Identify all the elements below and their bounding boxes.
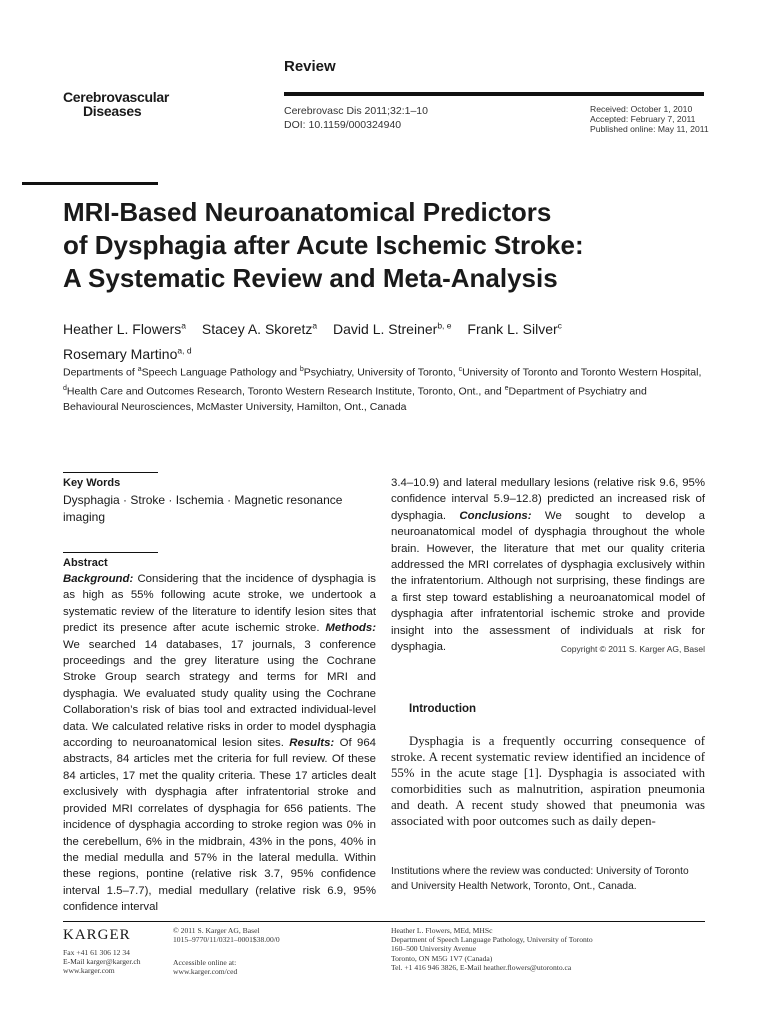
abstract-rule	[63, 552, 158, 553]
footer-copyright	[173, 926, 280, 944]
abstract-text-left: Background: Considering that the incidence of dysphagia is as high as 55% following acute stroke, we undertook a systematic review of the literature to identify lesion sites that predict its presence after acute ischemic stroke. Methods: We searched 14 databases, 17 journals, 3 conference proceedings and the grey literature using the Cochrane Stroke Group search strategy and terms for MRI and dysphagia. We evaluated study quality using the Cochrane Collaboration’s risk of bias tool and extracted individual-level data. We calculated relative risks in order to model dysphagia according to neuroanatomical lesion sites. Results: Of 964 abstracts, 84 articles met the criteria for full review. Of these 84 articles, 17 met the quality criteria. These 17 articles dealt exclusively with dysphagia after infratentorial stroke and provided MRI correlates of dysphagia for 656 patients. The incidence of dysphagia according to stroke region was 0% in the cerebellum, 6% in the midbrain, 43% in the pons, 40% in the medial medulla and 57% in the lateral medulla. Within these regions, pontine (relative risk 3.7, 95% confidence interval 1.5–7.7), medial medullary (relative risk 6.9, 95% confidence interval	[63, 573, 376, 914]
header-rule	[284, 92, 704, 96]
date-published: Published online: May 11, 2011	[590, 124, 709, 135]
footer-issn-line: 1015–9770/11/0321–0001$38.00/0	[173, 935, 280, 945]
keywords-text: Dysphagia · Stroke · Ischemia · Magnetic resonance imaging	[63, 493, 343, 524]
keywords-rule	[63, 472, 158, 473]
author: Frank L. Silver$^c$	[467, 320, 562, 337]
author: Heather L. Flowers$^a$	[63, 320, 187, 337]
online-access-label: Accessible online at:	[173, 958, 237, 967]
affiliations: Departments of $^a$Speech Language Pathology and $^b$Psychiatry, University of Toronto, $^c$University of Toronto and Toronto Western Hospital, $^d$Health Care and Outcomes Research, Toronto Western Research Institute, Toronto, Ont., and $^e$Department of Psychiatry and Behavioural Neurosciences, McMaster University, Hamilton, Ont., Canada	[63, 366, 702, 413]
journal-logo-line2: Diseases	[83, 103, 142, 119]
correspondence-name: Heather L. Flowers, MEd, MHSc	[391, 926, 493, 935]
correspondence	[391, 926, 705, 972]
publisher-fax: Fax +41 61 306 12 34	[63, 948, 130, 957]
publisher-web[interactable]: www.karger.com	[63, 966, 115, 976]
publisher-email[interactable]: E-Mail karger@karger.ch	[63, 957, 141, 967]
journal-logo-line1: Cerebrovascular	[63, 89, 170, 105]
title-rule	[22, 182, 158, 185]
publisher-contact	[63, 948, 141, 976]
author-list	[63, 314, 703, 365]
keywords-heading: Key Words	[63, 477, 121, 489]
online-access	[173, 958, 237, 976]
date-received: Received: October 1, 2010	[590, 104, 693, 114]
citation	[284, 104, 428, 132]
correspondence-dept: Department of Speech Language Pathology, University of Toronto	[391, 935, 593, 945]
introduction-text: Dysphagia is a frequently occurring consequence of stroke. A recent systematic review identified an incidence of 55% in the acute stage [1]. Dysphagia is associated with comorbidities such as malnutrition, aspiration pneumonia and death. A recent study showed that pneumonia was associated with poor outcomes such as daily depen-	[391, 734, 705, 828]
article-dates	[590, 104, 709, 135]
title-line-3: A Systematic Review and Meta-Analysis	[63, 263, 558, 293]
correspondence-street: 160–500 University Avenue	[391, 944, 477, 954]
author: Stacey A. Skoretz$^a$	[201, 320, 318, 337]
journal-logo	[63, 90, 169, 118]
copyright-notice: Copyright © 2011 S. Karger AG, Basel	[560, 644, 705, 655]
introduction-heading: Introduction	[409, 703, 477, 715]
section-label: Review	[284, 58, 336, 75]
date-accepted: Accepted: February 7, 2011	[590, 114, 696, 125]
footer-copyright-line: © 2011 S. Karger AG, Basel	[173, 926, 260, 935]
citation-doi[interactable]: DOI: 10.1159/000324940	[284, 119, 402, 131]
citation-ref: Cerebrovasc Dis 2011;32:1–10	[284, 105, 428, 117]
title-line-1: MRI-Based Neuroanatomical Predictors	[63, 197, 552, 227]
abstract-text-right: 3.4–10.9) and lateral medullary lesions (relative risk 9.6, 95% confidence interval 5.9–12.8) predicted an increased risk of dysphagia. Conclusions: We sought to develop a neuroanatomical model of dysphagia throughout the whole brain. However, the literature that met our quality criteria addressed the MRI correlates of dysphagia exclusively within the infratentorium. Although not surprising, these findings are a first step toward establishing a neuroanatomical model of dysphagia after infratentorial ischemic stroke and provide insight into the assessment of individuals at risk for dysphagia. Copyright © 2011 S. Karger AG, Basel	[391, 475, 705, 657]
institutions-note: Institutions where the review was conducted: University of Toronto and University Health Network, Toronto, Ont., Canada.	[391, 866, 689, 892]
author: Rosemary Martino$^{a, d}$	[63, 345, 192, 363]
correspondence-contact[interactable]: Tel. +1 416 946 3826, E-Mail heather.flowers@utoronto.ca	[391, 962, 572, 972]
author: David L. Streiner$^{b, e}$	[333, 320, 452, 337]
footer-rule	[63, 921, 705, 922]
title-line-2: of Dysphagia after Acute Ischemic Stroke:	[63, 230, 584, 260]
abstract-heading: Abstract	[63, 557, 108, 569]
karger-logo: KARGER	[63, 927, 131, 943]
online-access-link[interactable]: www.karger.com/ced	[173, 967, 238, 977]
correspondence-city: Toronto, ON M5G 1V7 (Canada)	[391, 953, 493, 963]
article-title	[63, 196, 703, 295]
